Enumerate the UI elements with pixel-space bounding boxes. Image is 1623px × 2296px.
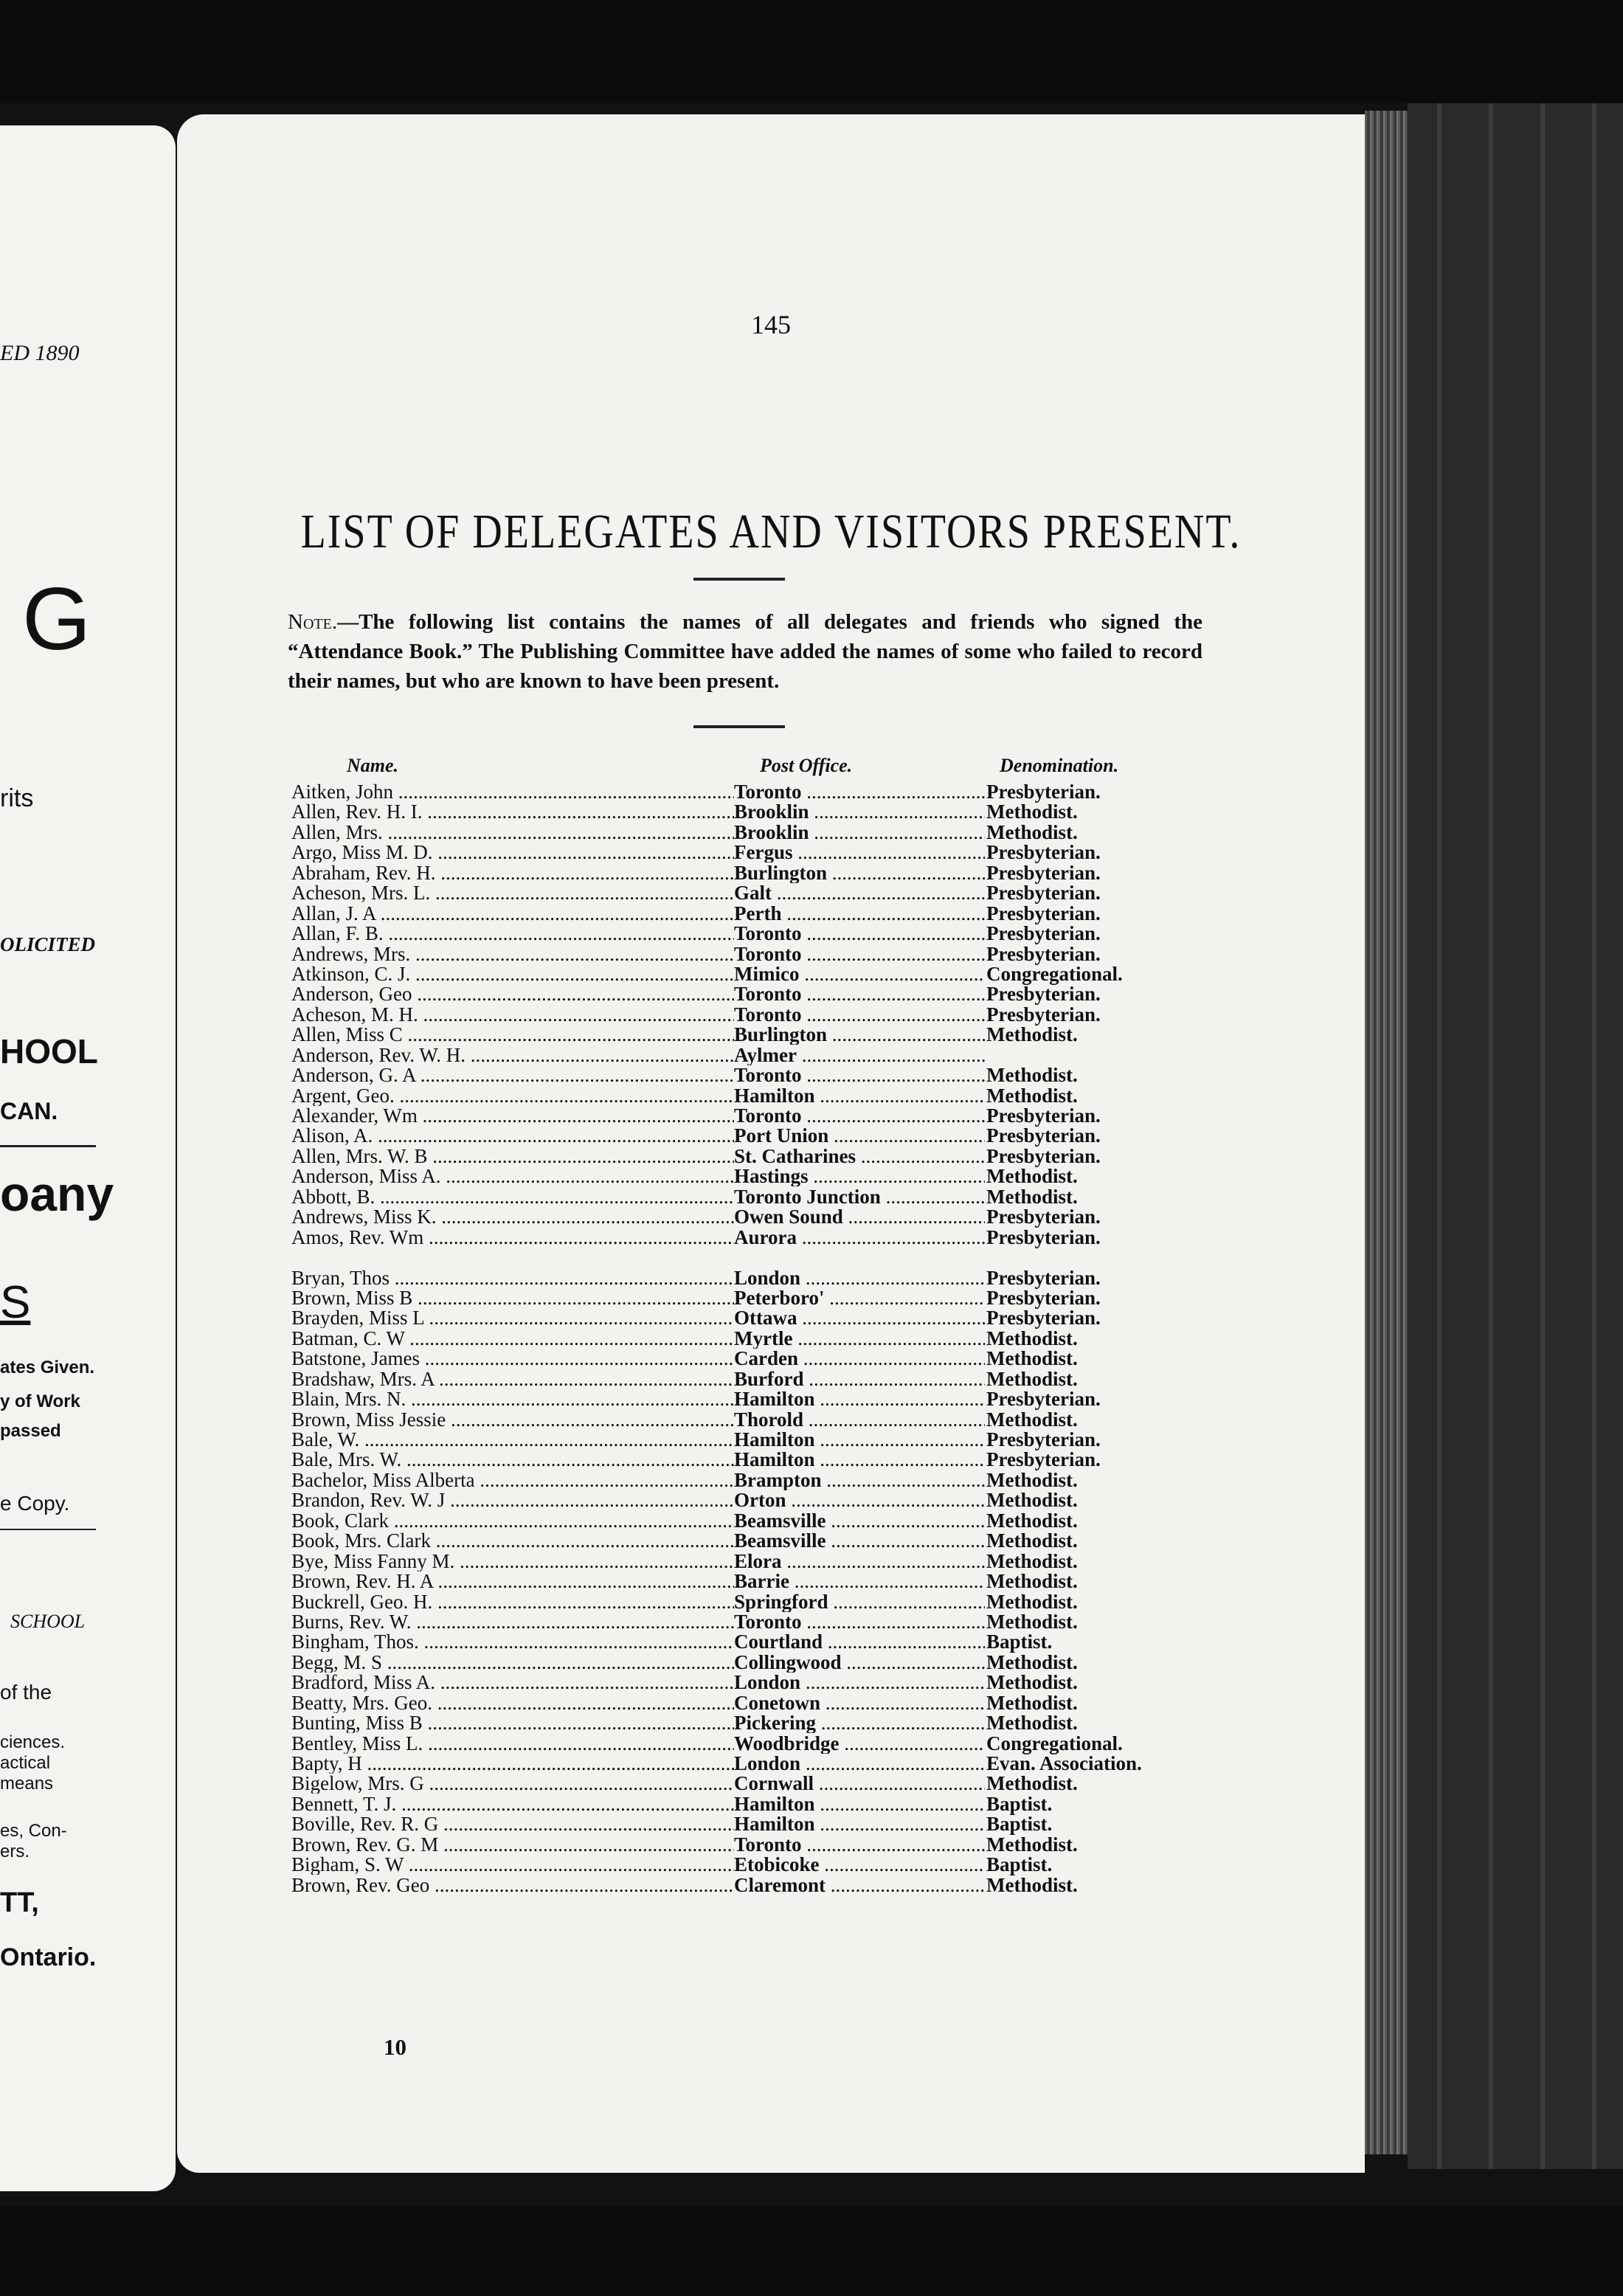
denomination: Presbyterian.: [986, 841, 1101, 864]
list-item: [291, 964, 1243, 984]
left-fragment: passed: [0, 1421, 61, 1441]
list-item: [291, 1531, 1243, 1551]
denomination: Methodist.: [986, 1712, 1078, 1735]
denomination: Baptist.: [986, 1792, 1053, 1815]
left-fragment: means: [0, 1774, 54, 1794]
delegate-name: Allen, Miss C .....: [291, 1025, 734, 1045]
left-rule: [0, 1145, 96, 1147]
left-fragment: y of Work: [0, 1391, 80, 1411]
post-office: Beamsville .....: [734, 1531, 985, 1551]
signature-mark: 10: [384, 2034, 406, 2060]
delegate-name: Book, Clark .....: [291, 1511, 734, 1531]
note-rule: [693, 725, 785, 728]
denomination: Methodist.: [986, 1509, 1078, 1532]
left-fragment: ates Given.: [0, 1358, 95, 1377]
denomination: Methodist.: [986, 1327, 1078, 1349]
book-block: [1408, 103, 1623, 2169]
list-item: [291, 1410, 1243, 1430]
denomination: Presbyterian.: [986, 861, 1101, 884]
list-item: [291, 1207, 1243, 1227]
list-item: [291, 843, 1243, 862]
delegate-name: Alison, A. .....: [291, 1126, 734, 1146]
list-item: [291, 1005, 1243, 1025]
delegate-name: Acheson, M. H. .....: [291, 1005, 734, 1025]
page-edge: [1365, 111, 1408, 2154]
denomination: Methodist.: [986, 1367, 1078, 1390]
delegate-name: Bigham, S. W .....: [291, 1855, 734, 1875]
denomination: Presbyterian.: [986, 1225, 1101, 1248]
left-fragment: Ontario.: [0, 1943, 97, 1971]
list-item: [291, 1470, 1243, 1490]
denomination: Presbyterian.: [986, 1448, 1101, 1471]
delegate-name: Burns, Rev. W. .....: [291, 1612, 734, 1632]
denomination: Methodist.: [986, 1489, 1078, 1512]
page-title: LIST OF DELEGATES AND VISITORS PRESENT.: [300, 505, 1242, 559]
delegate-name: Batman, C. W .....: [291, 1329, 734, 1349]
list-item: [291, 883, 1243, 903]
list-item: [291, 1045, 1243, 1065]
post-office: Hamilton .....: [734, 1450, 985, 1470]
delegate-name: Brandon, Rev. W. J .....: [291, 1490, 734, 1510]
list-item: [291, 1144, 1243, 1167]
denomination: Congregational.: [986, 962, 1123, 985]
list-item: [291, 1490, 1243, 1510]
denomination: Methodist.: [986, 1185, 1078, 1208]
post-office: London .....: [734, 1754, 985, 1774]
delegate-name: Aitken, John .....: [291, 782, 734, 802]
delegate-name: Acheson, Mrs. L. .....: [291, 883, 734, 903]
post-office: Brooklin .....: [734, 802, 985, 822]
left-rule: [0, 1529, 96, 1530]
denomination: Presbyterian.: [986, 1266, 1101, 1289]
list-item: [291, 904, 1243, 924]
denomination: Presbyterian.: [986, 1307, 1101, 1329]
delegate-name: Anderson, G. A .....: [291, 1065, 734, 1085]
post-office: Hamilton .....: [734, 1430, 985, 1450]
denomination: Congregational.: [986, 1732, 1123, 1754]
list-item: [291, 1673, 1243, 1692]
post-office: Barrie .....: [734, 1571, 985, 1591]
post-office: Brampton .....: [734, 1470, 985, 1490]
post-office: Burford .....: [734, 1369, 985, 1389]
delegate-name: Amos, Rev. Wm .....: [291, 1228, 734, 1248]
left-fragment: CAN.: [0, 1098, 58, 1124]
list-item: [291, 1166, 1243, 1186]
delegate-name: Argent, Geo. .....: [291, 1086, 734, 1106]
post-office: Toronto .....: [734, 924, 985, 944]
denomination: Presbyterian.: [986, 1286, 1101, 1309]
list-item: [291, 1329, 1243, 1349]
delegate-name: Anderson, Rev. W. H. .....: [291, 1045, 734, 1065]
post-office: Peterboro' .....: [734, 1288, 985, 1308]
delegate-name: Brown, Rev. G. M .....: [291, 1835, 734, 1855]
left-fragment: of the: [0, 1681, 52, 1704]
delegate-name: Beatty, Mrs. Geo. .....: [291, 1693, 734, 1713]
post-office: Carden .....: [734, 1349, 985, 1369]
post-office: Toronto .....: [734, 1106, 985, 1126]
denomination: Methodist.: [986, 1590, 1078, 1613]
post-office: London .....: [734, 1673, 985, 1692]
denomination: Baptist.: [986, 1631, 1053, 1653]
denomination: Baptist.: [986, 1813, 1053, 1836]
note-label: Note.: [288, 610, 338, 634]
delegate-name: Alexander, Wm .....: [291, 1106, 734, 1126]
post-office: Perth .....: [734, 904, 985, 924]
column-header-post-office: Post Office.: [760, 755, 853, 776]
post-office: Aurora .....: [734, 1228, 985, 1248]
post-office: London .....: [734, 1268, 985, 1288]
post-office: Toronto Junction .....: [734, 1187, 985, 1207]
left-fragment: ciences.: [0, 1732, 66, 1752]
denomination: Methodist.: [986, 1529, 1078, 1552]
post-office: Collingwood .....: [734, 1653, 985, 1673]
list-item: [291, 1268, 1243, 1288]
post-office: Springford .....: [734, 1592, 985, 1612]
book-page: [177, 114, 1365, 2173]
left-fragment: ED 1890: [0, 341, 80, 365]
left-fragment: rits: [0, 784, 34, 812]
post-office: Beamsville .....: [734, 1511, 985, 1531]
left-fragment: es, Con-: [0, 1821, 67, 1841]
post-office: Hamilton .....: [734, 1794, 985, 1814]
denomination: Presbyterian.: [986, 1003, 1101, 1026]
denomination: Methodist.: [986, 1023, 1078, 1046]
delegate-name: Boville, Rev. R. G .....: [291, 1814, 734, 1834]
post-office: Owen Sound .....: [734, 1207, 985, 1227]
left-fragment: TT,: [0, 1887, 39, 1918]
post-office: Myrtle .....: [734, 1329, 985, 1349]
delegate-name: Abbott, B. .....: [291, 1187, 734, 1207]
post-office: Thorold .....: [734, 1410, 985, 1430]
list-item: [291, 1187, 1243, 1207]
delegate-name: Brown, Rev. Geo .....: [291, 1875, 734, 1895]
denomination: Presbyterian.: [986, 983, 1101, 1006]
post-office: Hamilton .....: [734, 1814, 985, 1834]
denomination: Presbyterian.: [986, 942, 1101, 965]
post-office: Fergus .....: [734, 843, 985, 862]
denomination: Methodist.: [986, 1347, 1078, 1370]
denomination: Methodist.: [986, 1570, 1078, 1593]
post-office: Burlington .....: [734, 1025, 985, 1045]
delegate-list: [291, 782, 1243, 1895]
group-spacer: [291, 1248, 1243, 1268]
delegate-name: Brayden, Miss L .....: [291, 1308, 734, 1328]
delegate-name: Anderson, Geo .....: [291, 984, 734, 1004]
denomination: Methodist.: [986, 801, 1078, 823]
scan-background-bottom: [0, 2206, 1623, 2296]
list-item: [291, 1571, 1243, 1591]
denomination: Presbyterian.: [986, 781, 1101, 803]
delegate-name: Bigelow, Mrs. G .....: [291, 1774, 734, 1794]
denomination: Presbyterian.: [986, 1144, 1101, 1167]
note-text: —The following list contains the names of all delegates and friends who signed the “Attendance Book.” The Publishing Committee have added the names of some who failed to record their names, but who are known to have been present.: [288, 610, 1202, 693]
list-item: [291, 1126, 1243, 1146]
post-office: Port Union .....: [734, 1126, 985, 1146]
denomination: Methodist.: [986, 1772, 1078, 1795]
note-paragraph: [288, 607, 1202, 696]
list-item: [291, 984, 1243, 1004]
list-item: [291, 1632, 1243, 1652]
denomination: Methodist.: [986, 1610, 1078, 1633]
list-item: [291, 1713, 1243, 1733]
left-fragment: e Copy.: [0, 1492, 70, 1515]
left-facing-page: [0, 125, 176, 2191]
delegate-name: Anderson, Miss A. .....: [291, 1166, 734, 1186]
left-fragment: actical: [0, 1753, 51, 1773]
list-item: [291, 1308, 1243, 1328]
list-item: [291, 1450, 1243, 1470]
denomination: Methodist.: [986, 1650, 1078, 1673]
delegate-name: Bye, Miss Fanny M. .....: [291, 1552, 734, 1571]
denomination: Methodist.: [986, 1549, 1078, 1572]
list-item: [291, 1369, 1243, 1389]
left-fragment: SCHOOL: [10, 1611, 86, 1632]
column-header-name: Name.: [347, 755, 399, 776]
delegate-name: Bradford, Miss A. .....: [291, 1673, 734, 1692]
post-office: Toronto .....: [734, 1005, 985, 1025]
post-office: Pickering .....: [734, 1713, 985, 1733]
delegate-name: Brown, Miss B .....: [291, 1288, 734, 1308]
denomination: Presbyterian.: [986, 902, 1101, 924]
list-item: [291, 1835, 1243, 1855]
list-item: [291, 1734, 1243, 1754]
left-fragment: OLICITED: [0, 933, 96, 955]
delegate-name: Atkinson, C. J. .....: [291, 964, 734, 984]
post-office: Elora .....: [734, 1552, 985, 1571]
delegate-name: Andrews, Miss K. .....: [291, 1207, 734, 1227]
delegate-name: Bachelor, Miss Alberta .....: [291, 1470, 734, 1490]
list-item: [291, 1349, 1243, 1369]
delegate-name: Begg, M. S .....: [291, 1653, 734, 1673]
denomination: Evan. Association.: [986, 1752, 1142, 1774]
delegate-name: Allan, J. A .....: [291, 904, 734, 924]
denomination: Presbyterian.: [986, 922, 1101, 945]
post-office: St. Catharines .....: [734, 1147, 985, 1166]
post-office: Toronto .....: [734, 1835, 985, 1855]
delegate-name: Andrews, Mrs. .....: [291, 944, 734, 964]
list-item: [291, 1025, 1243, 1045]
delegate-name: Bale, Mrs. W. .....: [291, 1450, 734, 1470]
post-office: Orton .....: [734, 1490, 985, 1510]
denomination: Methodist.: [986, 820, 1078, 843]
delegate-name: Allen, Mrs. W. B .....: [291, 1147, 734, 1166]
post-office: Claremont .....: [734, 1875, 985, 1895]
delegate-name: Bentley, Miss L. .....: [291, 1734, 734, 1754]
list-item: [291, 820, 1243, 843]
denomination: Presbyterian.: [986, 882, 1101, 905]
list-item: [291, 1612, 1243, 1632]
delegate-name: Book, Mrs. Clark .....: [291, 1531, 734, 1551]
list-item: [291, 1511, 1243, 1531]
delegate-name: Batstone, James .....: [291, 1349, 734, 1369]
post-office: Hamilton .....: [734, 1389, 985, 1409]
left-fragment: ers.: [0, 1842, 30, 1861]
list-item: [291, 1389, 1243, 1409]
denomination: Methodist.: [986, 1671, 1078, 1694]
delegate-name: Bunting, Miss B .....: [291, 1713, 734, 1733]
delegate-name: Blain, Mrs. N. .....: [291, 1389, 734, 1409]
delegate-name: Bingham, Thos. .....: [291, 1632, 734, 1652]
denomination: Methodist.: [986, 1064, 1078, 1087]
denomination: Presbyterian.: [986, 1428, 1101, 1450]
denomination: Methodist.: [986, 1833, 1078, 1856]
list-item: [291, 1065, 1243, 1085]
list-item: [291, 1794, 1243, 1814]
delegate-name: Allan, F. B. .....: [291, 924, 734, 944]
list-item: [291, 1693, 1243, 1713]
list-item: [291, 1814, 1243, 1834]
delegate-name: Bryan, Thos .....: [291, 1268, 734, 1288]
denomination: Methodist.: [986, 1468, 1078, 1491]
delegate-name: Argo, Miss M. D. .....: [291, 843, 734, 862]
list-item: [291, 924, 1243, 944]
post-office: Burlington .....: [734, 863, 985, 883]
denomination: Methodist.: [986, 1691, 1078, 1714]
denomination: Methodist.: [986, 1165, 1078, 1188]
post-office: Mimico .....: [734, 964, 985, 984]
denomination: Methodist.: [986, 1873, 1078, 1896]
post-office: Cornwall .....: [734, 1774, 985, 1794]
post-office: Toronto .....: [734, 1065, 985, 1085]
list-item: [291, 802, 1243, 822]
post-office: Hamilton .....: [734, 1086, 985, 1106]
list-item: [291, 1549, 1243, 1572]
list-item: [291, 1650, 1243, 1673]
list-item: [291, 1754, 1243, 1774]
post-office: Etobicoke .....: [734, 1855, 985, 1875]
list-item: [291, 1855, 1243, 1875]
denomination: Baptist.: [986, 1853, 1053, 1876]
denomination: Methodist.: [986, 1084, 1078, 1107]
list-item: [291, 1288, 1243, 1308]
left-fragment: S: [0, 1277, 31, 1328]
post-office: Toronto .....: [734, 1612, 985, 1632]
delegate-name: Bale, W. .....: [291, 1430, 734, 1450]
delegate-name: Buckrell, Geo. H. .....: [291, 1592, 734, 1612]
delegate-name: Abraham, Rev. H. .....: [291, 863, 734, 883]
post-office: Toronto .....: [734, 984, 985, 1004]
post-office: Toronto .....: [734, 944, 985, 964]
list-item: [291, 1225, 1243, 1248]
scan-background-top: [0, 0, 1623, 103]
column-header-denomination: Denomination.: [1000, 755, 1119, 776]
left-fragment: G: [22, 570, 91, 668]
delegate-name: Bennett, T. J. .....: [291, 1794, 734, 1814]
left-fragment: oany: [0, 1166, 114, 1221]
denomination: Presbyterian.: [986, 1104, 1101, 1127]
left-fragment: HOOL: [0, 1032, 98, 1071]
post-office: Woodbridge .....: [734, 1734, 985, 1754]
denomination: Presbyterian.: [986, 1388, 1101, 1411]
list-item: [291, 863, 1243, 883]
list-item: [291, 944, 1243, 964]
list-item: [291, 1430, 1243, 1450]
post-office: Toronto .....: [734, 782, 985, 802]
list-item: [291, 1106, 1243, 1126]
delegate-name: Allen, Rev. H. I. .....: [291, 802, 734, 822]
denomination: Presbyterian.: [986, 1206, 1101, 1228]
denomination: Presbyterian.: [986, 1124, 1101, 1147]
post-office: Hastings .....: [734, 1166, 985, 1186]
page-number: 145: [751, 310, 791, 339]
post-office: Courtland .....: [734, 1632, 985, 1652]
post-office: Conetown .....: [734, 1693, 985, 1713]
post-office: Ottawa .....: [734, 1308, 985, 1328]
delegate-name: Brown, Rev. H. A .....: [291, 1571, 734, 1591]
post-office: Brooklin .....: [734, 823, 985, 843]
post-office: Galt .....: [734, 883, 985, 903]
post-office: Aylmer .....: [734, 1045, 985, 1065]
delegate-name: Brown, Miss Jessie .....: [291, 1410, 734, 1430]
delegate-name: Bradshaw, Mrs. A .....: [291, 1369, 734, 1389]
delegate-name: Bapty, H .....: [291, 1754, 734, 1774]
list-item: [291, 782, 1243, 802]
list-item: [291, 1592, 1243, 1612]
list-item: [291, 1086, 1243, 1106]
list-item: [291, 1875, 1243, 1895]
title-rule: [693, 578, 785, 581]
list-item: [291, 1774, 1243, 1794]
delegate-name: Allen, Mrs. .....: [291, 823, 734, 843]
denomination: Methodist.: [986, 1408, 1078, 1431]
